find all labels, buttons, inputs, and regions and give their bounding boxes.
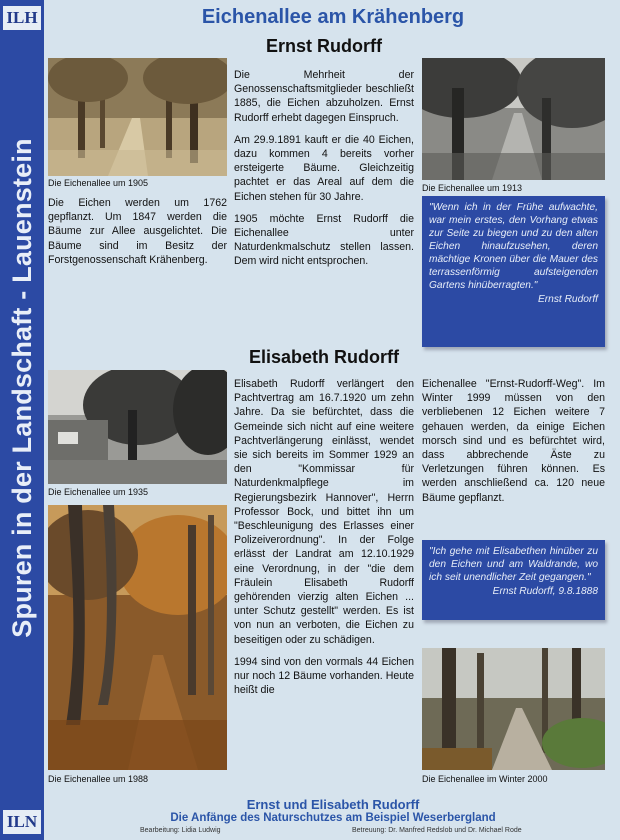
photo-allee-1905 [48, 58, 227, 176]
footer-credit-left: Bearbeitung: Lidia Ludwig [140, 827, 221, 834]
caption-1988: Die Eichenallee um 1988 [48, 774, 149, 784]
heading-elisabeth-rudorff: Elisabeth Rudorff [248, 347, 399, 367]
paragraph: 1905 möchte Ernst Rudorff die Eichenallee unter Naturdenkmalschutz stellen lassen. Dem wird nicht entsprochen. [234, 212, 414, 268]
quote-elisabeth [422, 540, 605, 620]
photo-allee-1935 [48, 370, 227, 484]
paragraph: 1994 sind von den vormals 44 Eichen nur noch 12 Bäume vorhanden. Heute heißt die [234, 655, 414, 697]
photo-allee-winter-2000 [422, 648, 605, 770]
quote-text: "Wenn ich in der Frühe aufwachte, war mein erstes, den Vorhang etwas zur Seite zu biegen und zu den alten Eichen hinaufzusehen, deren mächtige Kronen über die Mauer des terrassenförmig aufsteigenden Gartens hinüberragten." [429, 202, 598, 291]
text-ernst-middle [234, 68, 414, 277]
vertical-title: Spuren in der Landschaft - Lauenstein [7, 138, 37, 638]
text-elisabeth-middle [234, 377, 414, 705]
quote-text: "Ich gehe mit Elisabethen hinüber zu den Eichen und am Waldrande, wo ich seit unendlicher Zeit gegangen." [429, 546, 598, 583]
text-elisabeth-right: Eichenallee "Ernst-Rudorff-Weg". Im Winter 1999 müssen von den verbliebenen 12 Eichen weitere 7 gehauen werden, da einige Eichen morsch sind und es befürchtet wird, dass abbrechende Äste zu Verletzungen führen können. Es werden anschließend ca. 120 neue Bäume gepflanzt. [422, 378, 605, 504]
footer-subtitle: Die Anfänge des Naturschutzes am Beispiel Weserbergland [170, 812, 496, 824]
sidebar [0, 0, 44, 840]
quote-author: Ernst Rudorff [537, 294, 598, 305]
footer-title: Ernst und Elisabeth Rudorff [246, 797, 420, 812]
paragraph: Am 29.9.1891 kauft er die 40 Eichen, dazu kommen 4 bereits vorher ersteigerte Bäume. Gleichzeitig pachtet er das Areal auf dem die Eichen stehen für 30 Jahre. [234, 133, 414, 203]
caption-1905: Die Eichenallee um 1905 [48, 178, 149, 188]
footer-credit-right: Betreuung: Dr. Manfred Redslob und Dr. Michael Rode [352, 827, 522, 834]
caption-winter-2000: Die Eichenallee im Winter 2000 [422, 774, 548, 784]
caption-1913: Die Eichenallee um 1913 [422, 183, 523, 193]
caption-1935: Die Eichenallee um 1935 [48, 487, 149, 497]
quote-ernst [422, 196, 605, 347]
paragraph: Die Mehrheit der Genossenschaftsmitglieder beschließt 1885, die Eichen abzuholzen. Ernst Rudorff erhebt dagegen Einspruch. [234, 69, 414, 124]
quote-author: Ernst Rudorff, 9.8.1888 [492, 586, 598, 597]
page-title: Eichenallee am Krähenberg [201, 6, 465, 28]
photo-allee-1913 [422, 58, 605, 180]
logo-top: ILH [3, 6, 41, 30]
photo-allee-1988 [48, 505, 227, 770]
heading-ernst-rudorff: Ernst Rudorff [266, 36, 382, 56]
text-eichen-1762: Die Eichen werden um 1762 gepflanzt. Um 1847 werden die Bäume zur Allee ausgelichtet. Die Bäume sind im Besitz der Forstgenossenschaft Krähenberg. [48, 197, 227, 266]
logo-bottom: ILN [3, 810, 41, 834]
paragraph: Elisabeth Rudorff verlängert den Pachtvertrag am 16.7.1920 um zehn Jahre. Da sie befürchtet, dass die Gemeinde sich nicht auf eine weitere Pachtverlängerung einlässt, wendet sie sich bereits im Sommer 1929 an den "Kommissar für Naturdenkmalpflege im Regierungsbezirk Hannover", Herrn Professor Bock, und bittet ihn um "Beschleunigung des Erlasses einer Polizeiverordnung". In der Folge erlässt der Landrat am 12.10.1929 eine Verordnung, in der "die dem Fräulein Elisabeth Rudorff gehörenden vierzig alten Eichen ... unter Schutz gestellt" werden. Es ist von nun an verboten, die Eichen zu beseitigen oder zu schädigen. [234, 378, 414, 646]
